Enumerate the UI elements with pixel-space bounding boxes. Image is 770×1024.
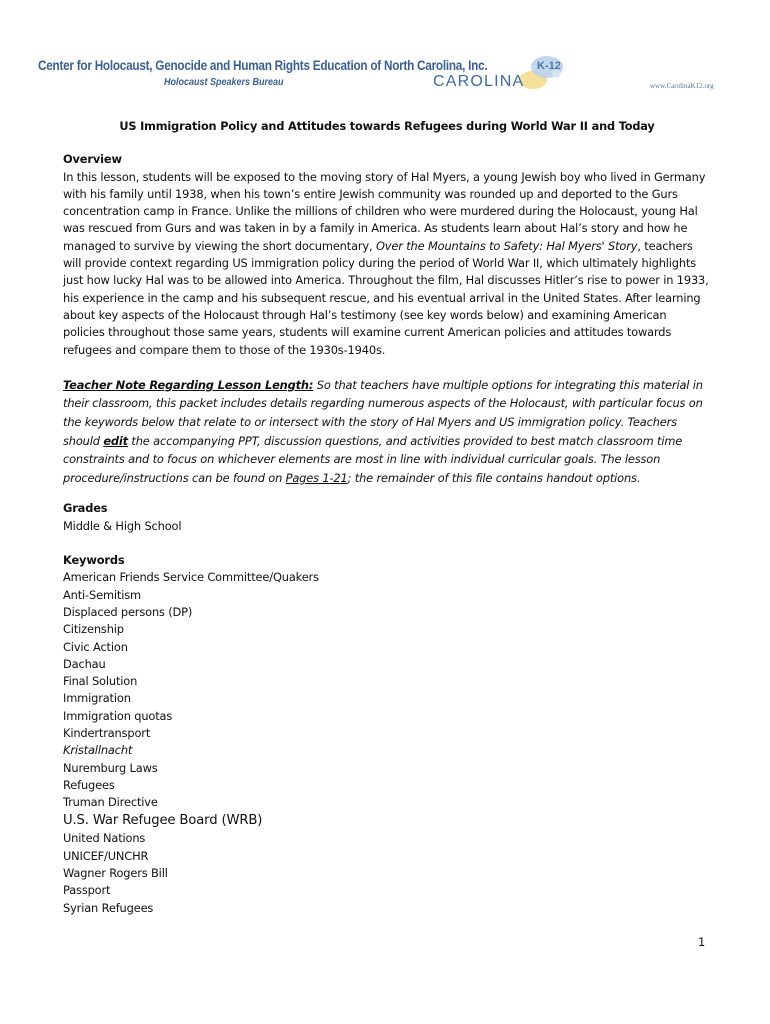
keyword-item: Dachau [63,656,106,671]
teacher-note [63,376,711,488]
keyword-item: Wagner Rogers Bill [63,866,168,881]
keyword-item: Anti-Semitism [63,587,141,602]
keyword-item: Kristallnacht [63,743,133,758]
grades-heading: Grades [63,501,108,516]
page-number: 1 [698,935,706,949]
keyword-item: Immigration quotas [63,708,173,723]
keyword-item: United Nations [63,831,146,846]
keywords-list [63,569,711,917]
keyword-item: Final Solution [63,674,138,689]
keyword-item: Kindertransport [63,725,151,740]
teacher-note-label: Teacher Note Regarding Lesson Length: [63,377,314,392]
keyword-item: Refugees [63,777,115,792]
org-name: Center for Holocaust, Genocide and Human Rights Education of North Carolina, Inc. [38,57,488,73]
keyword-item: Nuremburg Laws [63,760,158,775]
teacher-note-text-3: ; the remainder of this file contains handout options. [347,470,641,485]
keyword-item: Truman Directive [63,795,158,810]
teacher-note-edit: edit [103,433,128,448]
overview-paragraph [63,169,711,359]
keyword-item: U.S. War Refugee Board (WRB) [63,813,263,829]
document-title: US Immigration Policy and Attitudes towards Refugees during World War II and Today [119,120,655,133]
keyword-item: Immigration [63,691,131,706]
keyword-item: Civic Action [63,639,128,654]
overview-text-1: In this lesson, students will be exposed to the moving story of Hal Myers, a young Jewish boy who lived in Germany with his family until 1938, when his town’s entire Jewish community was rounded up and deported to the Gurs concentration camp in France. Unlike the millions of children who were murdered during the Holocaust, young Hal was rescued from Gurs and was taken in by a family in America. As students learn about Hal’s story and how he managed to survive by viewing the short documentary, [63,169,706,253]
teacher-note-text-1: So that teachers have multiple options for integrating this material in their classroom, this packet includes details regarding numerous aspects of the Holocaust, with particular focus on the keywords below that relate to or intersect with the story of Hal Myers and US immigration policy. Teachers should [63,377,703,448]
site-url: www.CarolinaK12.org [650,82,714,90]
overview-text-2: , teachers will provide context regarding US immigration policy during the period of World War II, which ultimately highlights just how lucky Hal was to be allowed into America. Throughout the film, Hal discusses Hitler’s rise to power in 1933, his experience in the camp and his subsequent rescue, and his eventual arrival in the United States. After learning about key aspects of the Holocaust through Hal’s testimony (see key words below) and examining American policies throughout those same years, students will examine current American policies and attitudes towards refugees and compare them to those of the 1930s-1940s. [63,238,709,357]
keyword-item: Passport [63,883,111,898]
keyword-item: American Friends Service Committee/Quakers [63,570,319,585]
grades-value: Middle & High School [63,518,182,533]
keyword-item: Citizenship [63,622,124,637]
keywords-heading: Keywords [63,553,125,568]
keyword-item: Displaced persons (DP) [63,604,193,619]
keyword-item: UNICEF/UNCHR [63,848,149,863]
document-body [63,118,711,917]
logo-wordmark: CAROLINA [433,73,525,90]
keyword-item: Syrian Refugees [63,900,154,915]
overview-heading: Overview [63,152,122,167]
carolina-k12-logo [433,54,568,94]
logo-badge-text: K-12 [537,60,561,72]
org-subtitle: Holocaust Speakers Bureau [164,77,284,88]
film-title: Over the Mountains to Safety: Hal Myers' Story [375,238,638,253]
pages-link[interactable]: Pages 1-21 [285,470,348,485]
teacher-note-text-2: the accompanying PPT, discussion questions, and activities provided to best match classroom time constraints and to focus on whichever elements are most in line with individual curricular goals. The lesson procedure/instructions can be found on [63,433,683,485]
page-header [0,0,770,110]
